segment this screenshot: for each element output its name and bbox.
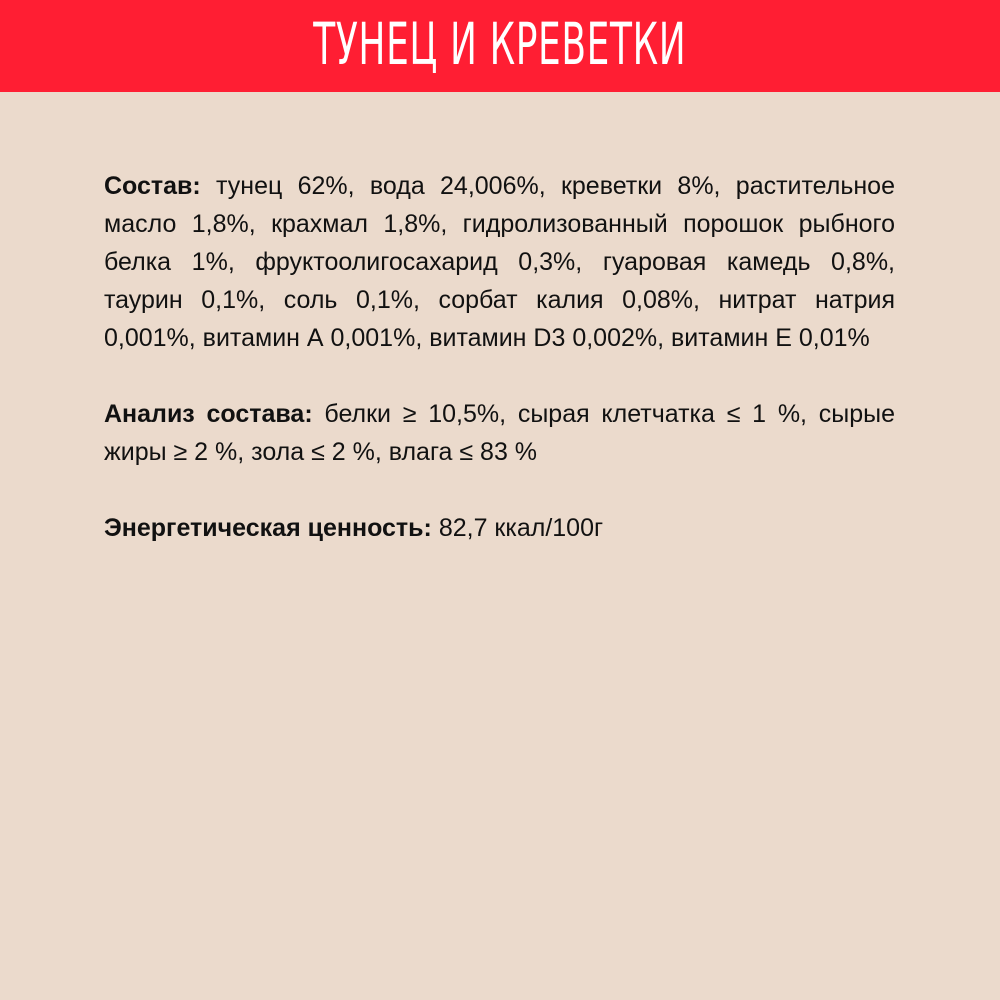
analysis-label: Анализ состава: [104, 400, 313, 428]
composition-label: Состав: [104, 172, 201, 200]
composition-text: тунец 62%, вода 24,006%, креветки 8%, растительное масло 1,8%, крахмал 1,8%, гидролизованный порошок рыбного белка 1%, фруктоолигосахарид 0,3%, гуаровая камедь 0,8%, таурин 0,1%, соль 0,1%, сорбат калия 0,08%, нитрат натрия 0,001%, витамин А 0,001%, витамин D3 0,002%, витамин Е 0,01% [104, 172, 895, 352]
energy-section [104, 509, 895, 547]
header-banner [0, 0, 1000, 92]
page-title: ТУНЕЦ И КРЕВЕТКИ [313, 10, 687, 78]
energy-text: 82,7 ккал/100г [438, 514, 604, 542]
product-info [104, 167, 895, 585]
energy-label: Энергетическая ценность: [104, 514, 432, 542]
analysis-section [104, 395, 895, 471]
analysis-text: белки ≥ 10,5%, сырая клетчатка ≤ 1 %, сырые жиры ≥ 2 %, зола ≤ 2 %, влага ≤ 83 % [104, 400, 895, 466]
composition-section [104, 167, 895, 357]
